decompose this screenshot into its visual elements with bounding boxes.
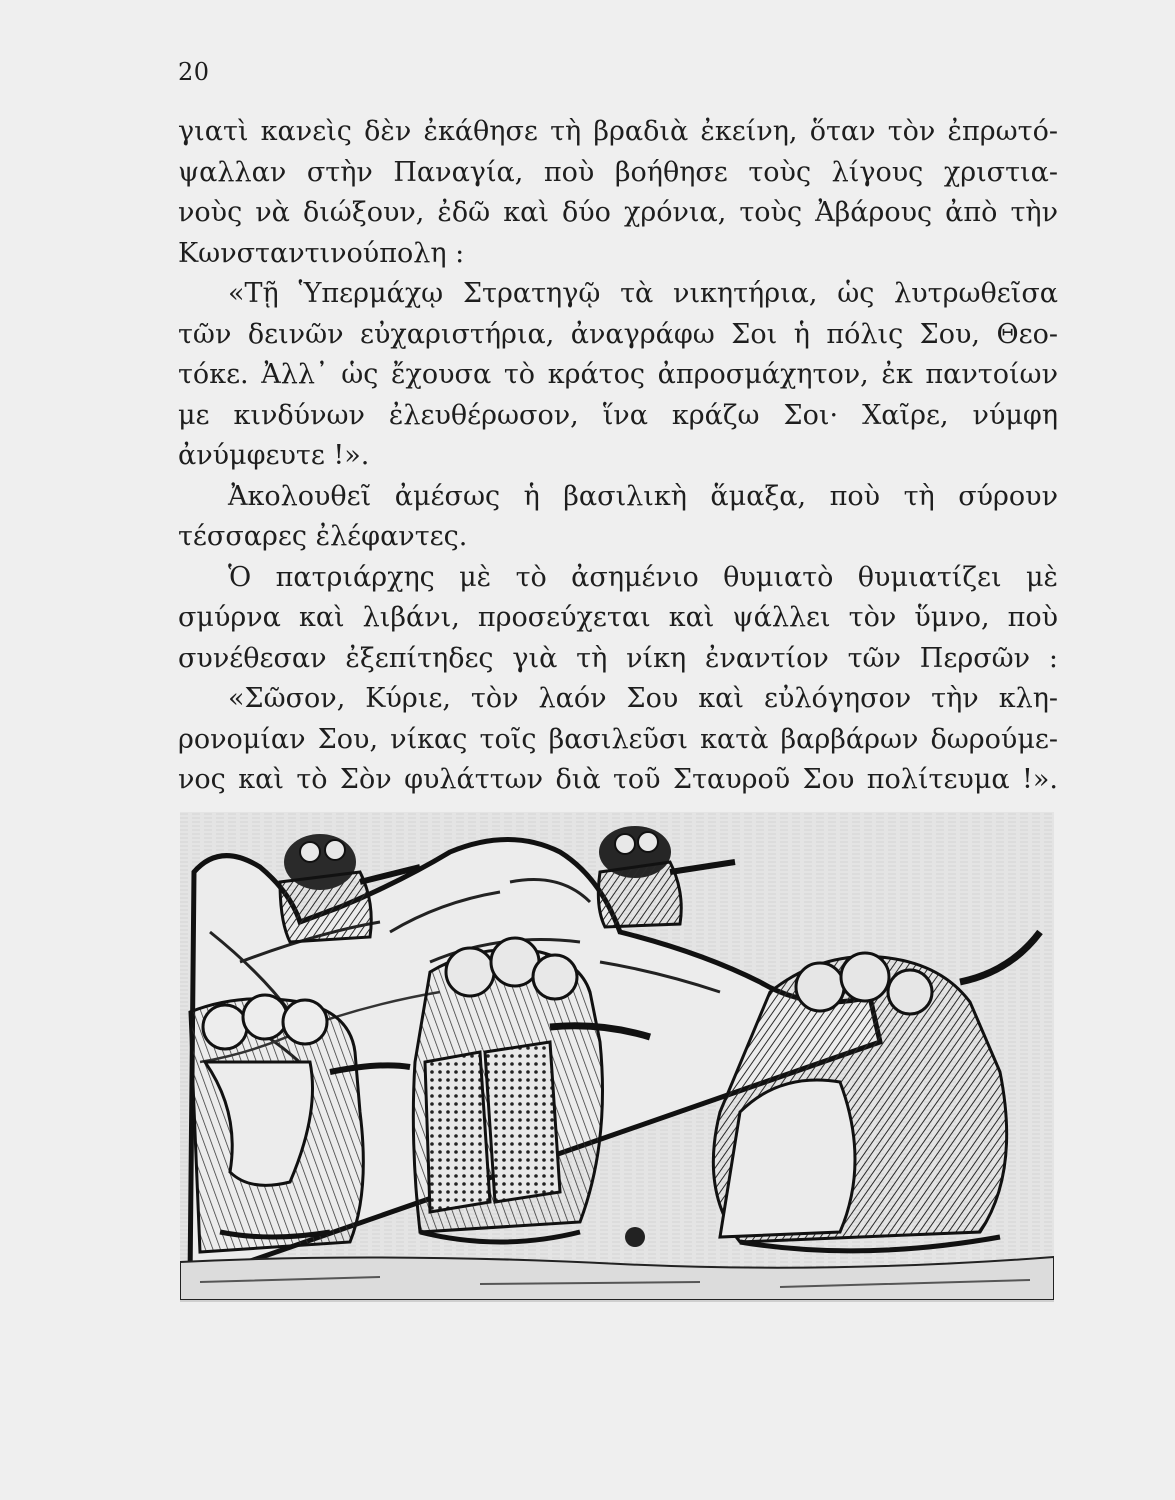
text-line: Ἀκολουθεῖ ἀμέσως ἡ βασιλικὴ ἅμαξα, ποὺ τὴ σύρουν bbox=[228, 480, 1058, 512]
text-line: Ὁ πατριάρχης μὲ τὸ ἀσημένιο θυμιατὸ θυμιατίζει μὲ bbox=[228, 561, 1058, 593]
body-text bbox=[178, 112, 1058, 801]
text-line: συνέθεσαν ἐξεπίτηδες γιὰ τὴ νίκη ἐναντίον τῶν Περσῶν : bbox=[178, 642, 1058, 674]
text-line: νοὺς νὰ διώξουν, ἐδῶ καὶ δύο χρόνια, τοὺς Ἀβάρους ἀπὸ τὴν bbox=[178, 197, 1058, 228]
hymn-line: ἀνύμφευτε !». bbox=[178, 440, 370, 471]
text-line: ψαλλαν στὴν Παναγία, ποὺ βοήθησε τοὺς λίγους χριστια- bbox=[178, 156, 1058, 188]
woodcut-illustration bbox=[180, 812, 1054, 1302]
hymn-line: ρονομίαν Σου, νίκας τοῖς βασιλεῦσι κατὰ βαρβάρων δωρούμε- bbox=[178, 723, 1058, 755]
hymn-line: τῶν δεινῶν εὐχαριστήρια, ἀναγράφω Σοι ἡ πόλις Σου, Θεο- bbox=[178, 318, 1058, 350]
text-line: σμύρνα καὶ λιβάνι, προσεύχεται καὶ ψάλλει τὸν ὕμνο, ποὺ bbox=[178, 602, 1058, 633]
page-number: 20 bbox=[178, 58, 210, 86]
hymn-line: «Σῶσον, Κύριε, τὸν λαόν Σου καὶ εὐλόγησον τὴν κλη- bbox=[228, 683, 1058, 714]
hymn-line: με κινδύνων ἐλευθέρωσον, ἵνα κράζω Σοι· Χαῖρε, νύμφη bbox=[178, 399, 1058, 431]
hymn-line: «Τῇ Ὑπερμάχῳ Στρατηγῷ τὰ νικητήρια, ὡς λυτρωθεῖσα bbox=[228, 278, 1058, 309]
woodcut-image bbox=[180, 812, 1054, 1300]
text-line: Κωνσταντινούπολη : bbox=[178, 237, 465, 269]
hymn-line: νος καὶ τὸ Σὸν φυλάττων διὰ τοῦ Σταυροῦ Σου πολίτευμα !». bbox=[178, 764, 1058, 795]
text-line: γιατὶ κανεὶς δὲν ἐκάθησε τὴ βραδιὰ ἐκείνη, ὅταν τὸν ἐπρωτό- bbox=[178, 116, 1058, 147]
text-line: τέσσαρες ἐλέφαντες. bbox=[178, 521, 468, 552]
hymn-line: τόκε. Ἀλλ᾽ ὡς ἔχουσα τὸ κράτος ἀπροσμάχητον, ἐκ παντοίων bbox=[178, 359, 1058, 390]
